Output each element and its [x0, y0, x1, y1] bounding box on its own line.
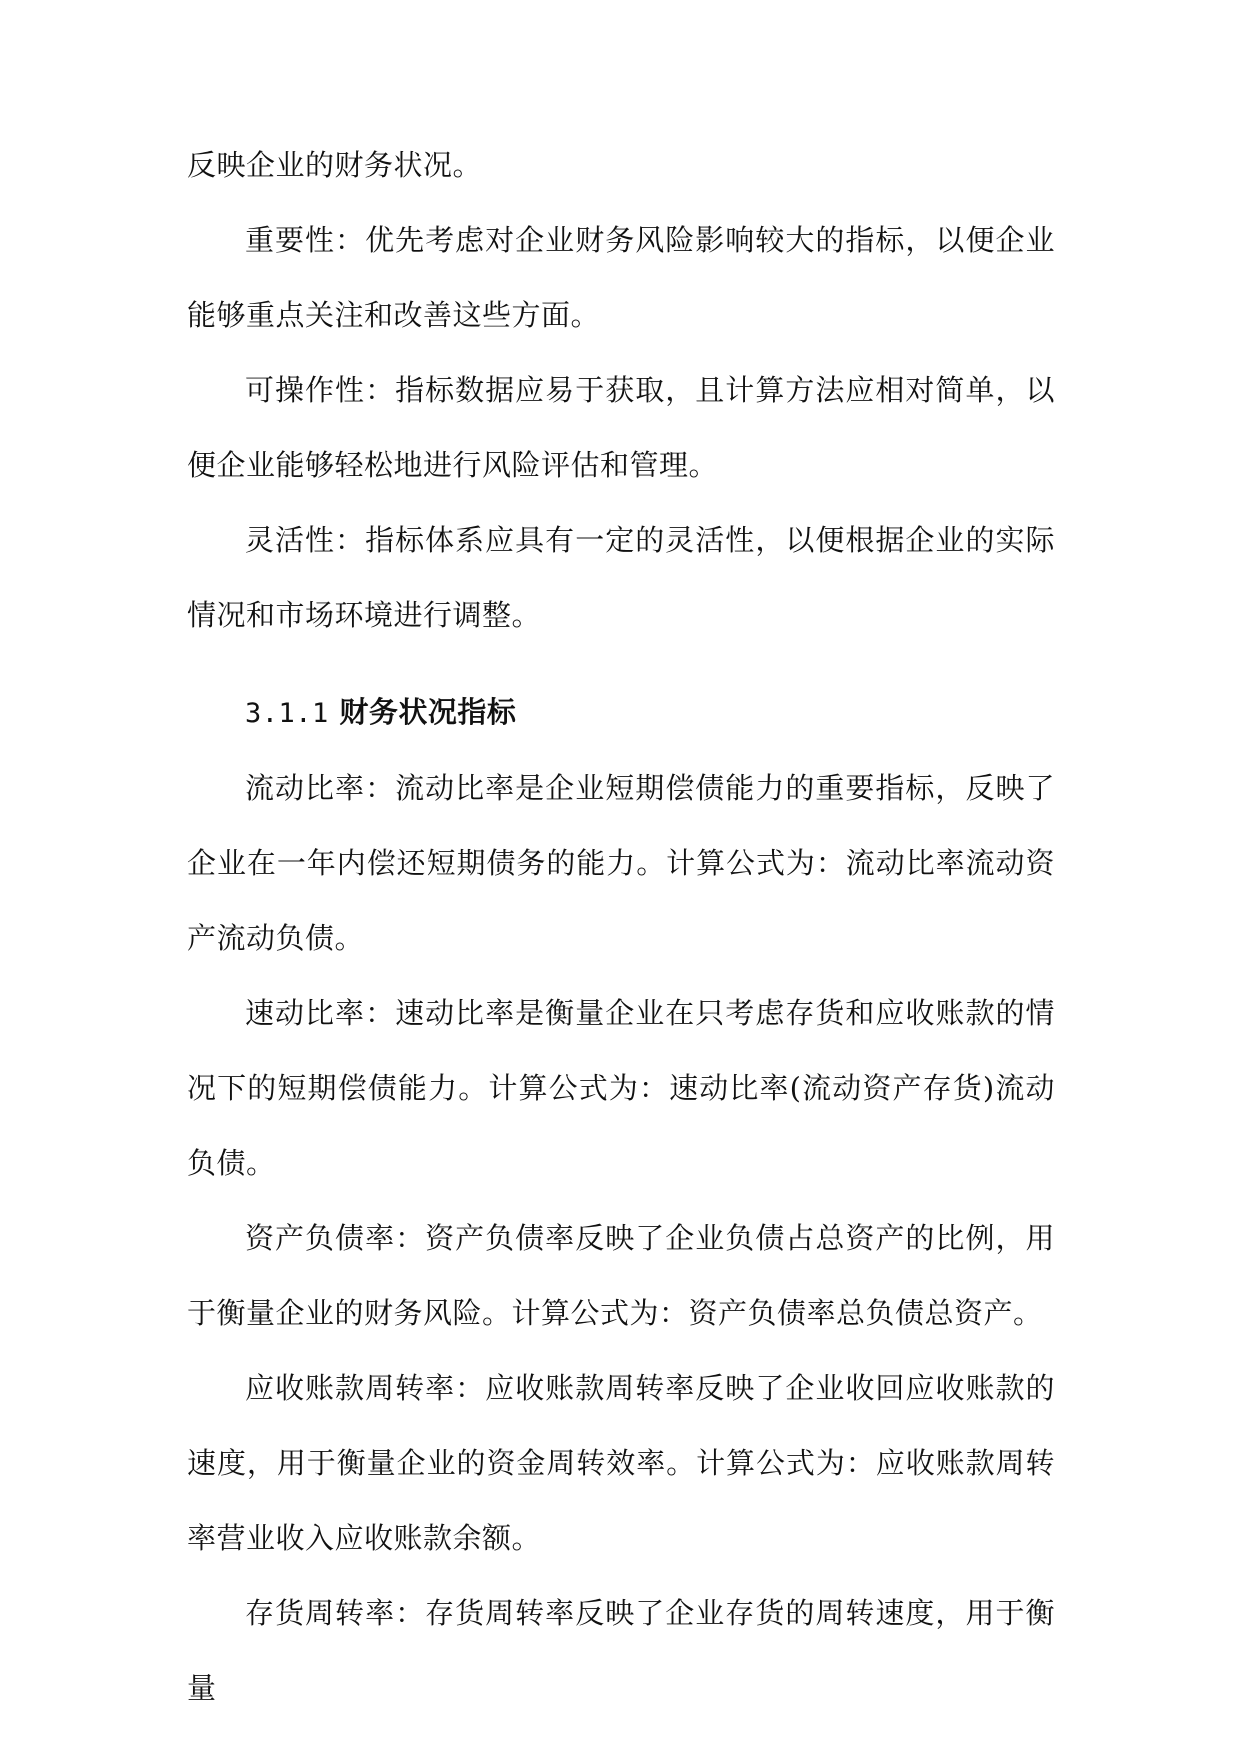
paragraph-quick-ratio: 速动比率：速动比率是衡量企业在只考虑存货和应收账款的情况下的短期偿债能力。计算公式为：速动比率(流动资产存货)流动负债。 — [187, 996, 1055, 1180]
paragraph-continuation: 反映企业的财务状况。 — [187, 148, 483, 182]
section-heading — [187, 675, 1055, 751]
paragraph-importance: 重要性：优先考虑对企业财务风险影响较大的指标，以便企业能够重点关注和改善这些方面。 — [187, 223, 1055, 332]
paragraph-current-ratio: 流动比率：流动比率是企业短期偿债能力的重要指标，反映了企业在一年内偿还短期债务的能力。计算公式为：流动比率流动资产流动负债。 — [187, 771, 1055, 955]
paragraph-flexibility: 灵活性：指标体系应具有一定的灵活性，以便根据企业的实际情况和市场环境进行调整。 — [187, 523, 1055, 632]
paragraph-inventory-turnover: 存货周转率：存货周转率反映了企业存货的周转速度，用于衡量 — [187, 1596, 1055, 1705]
section-number: 3.1.1 — [245, 698, 329, 729]
document-page — [187, 128, 1055, 1726]
paragraph-debt-ratio: 资产负债率：资产负债率反映了企业负债占总资产的比例，用于衡量企业的财务风险。计算公式为：资产负债率总负债总资产。 — [187, 1221, 1055, 1330]
paragraph-operability: 可操作性：指标数据应易于获取，且计算方法应相对简单，以便企业能够轻松地进行风险评估和管理。 — [187, 373, 1055, 482]
paragraph-receivables-turnover: 应收账款周转率：应收账款周转率反映了企业收回应收账款的速度，用于衡量企业的资金周转效率。计算公式为：应收账款周转率营业收入应收账款余额。 — [187, 1371, 1055, 1555]
section-title: 财务状况指标 — [339, 695, 517, 729]
